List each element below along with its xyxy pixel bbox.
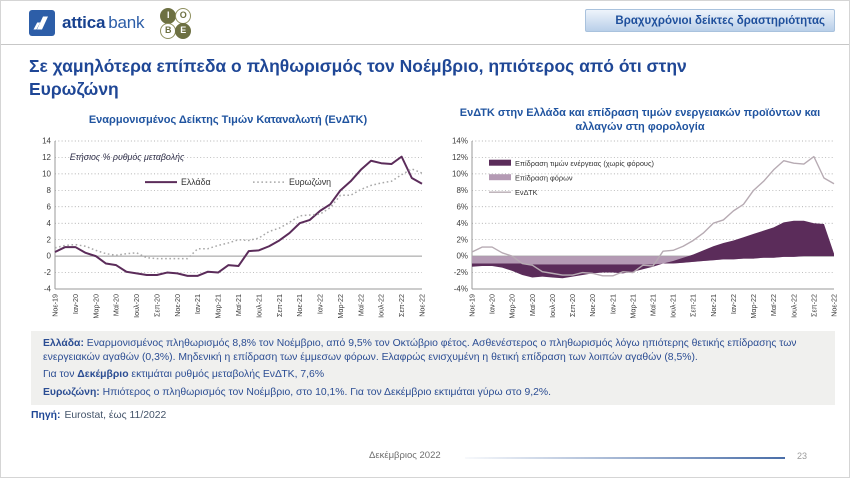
- source-line: [31, 410, 849, 421]
- svg-text:Ιουλ-22: Ιουλ-22: [789, 293, 799, 318]
- svg-text:Ιαν-20: Ιαν-20: [70, 293, 80, 314]
- right-chart-svg: [439, 135, 841, 325]
- iobe-circle-i: I: [160, 8, 176, 24]
- svg-text:4: 4: [46, 218, 51, 228]
- note-eurozone-label: Ευρωζώνη:: [43, 386, 100, 398]
- footer-date: Δεκέμβριος 2022: [369, 450, 441, 461]
- svg-text:0: 0: [46, 251, 51, 261]
- svg-text:-2%: -2%: [453, 267, 468, 277]
- page-title: Σε χαμηλότερα επίπεδα ο πληθωρισμός τον Νοέμβριο, ηπιότερος από ότι στην Ευρωζώνη: [29, 56, 687, 99]
- iobe-logo: [160, 8, 190, 38]
- svg-text:Σεπ-21: Σεπ-21: [274, 293, 284, 317]
- note-december-text: εκτιμάται ρυθμός μεταβολής ΕνΔΤΚ, 7,6%: [128, 369, 325, 381]
- svg-text:8%: 8%: [456, 185, 468, 195]
- source-label: Πηγή:: [31, 409, 61, 421]
- header-bar: [1, 1, 849, 45]
- svg-text:14%: 14%: [451, 136, 468, 146]
- svg-text:4%: 4%: [456, 218, 468, 228]
- svg-text:0%: 0%: [456, 251, 468, 261]
- attica-logo-icon: [29, 10, 55, 36]
- svg-text:Μαϊ-22: Μαϊ-22: [769, 293, 779, 316]
- svg-text:Νοε-22: Νοε-22: [829, 293, 839, 317]
- left-chart-annotation: Ετήσιος % ρυθμός μεταβολής: [69, 151, 185, 162]
- iobe-circle-o: O: [175, 8, 191, 24]
- svg-text:10%: 10%: [451, 168, 468, 178]
- note-december: [43, 368, 823, 382]
- svg-text:Ιουλ-21: Ιουλ-21: [254, 293, 264, 318]
- svg-text:2%: 2%: [456, 234, 468, 244]
- note-greece: [43, 337, 823, 366]
- svg-text:Νοε-19: Νοε-19: [50, 293, 60, 317]
- charts-row: [27, 107, 839, 325]
- note-eurozone: [43, 386, 823, 400]
- left-chart-svg: [27, 135, 429, 325]
- source-text: Eurostat, έως 11/2022: [64, 409, 167, 421]
- svg-text:Μαρ-20: Μαρ-20: [507, 293, 517, 319]
- page-number: 23: [796, 451, 807, 461]
- svg-text:Ιαν-21: Ιαν-21: [193, 293, 203, 314]
- svg-text:Νοε-22: Νοε-22: [417, 293, 427, 317]
- svg-text:Μαρ-22: Μαρ-22: [335, 293, 345, 319]
- commentary-box: [31, 331, 835, 405]
- svg-text:Ιαν-20: Ιαν-20: [487, 293, 497, 314]
- svg-text:10: 10: [42, 168, 51, 178]
- note-december-prefix: Για τον: [43, 369, 78, 381]
- svg-text:Σεπ-21: Σεπ-21: [688, 293, 698, 317]
- iobe-circle-b: B: [160, 23, 176, 39]
- figure-harmonized-cpi: [27, 107, 429, 325]
- svg-text:Ιαν-22: Ιαν-22: [728, 293, 738, 314]
- note-greece-text: Εναρμονισμένος πληθωρισμός 8,8% τον Νοέμβριο, από 9,5% τον Οκτώβριο φέτος. Ασθενέστερος ο πληθωρισμός λόγω ηπιότερης θετικής επίδρασης των ενεργειακών αγαθών (0,3%). Μηδενική η επίδραση των έμμεσων φόρων. Ελαφρώς ενισχυμένη η θετική επίδραση των λοιπών αγαθών (8,5%).: [43, 337, 797, 363]
- svg-text:Σεπ-22: Σεπ-22: [397, 293, 407, 317]
- svg-text:Νοε-20: Νοε-20: [172, 293, 182, 317]
- right-chart-title: ΕνΔΤΚ στην Ελλάδα και επίδραση τιμών ενεργειακών προϊόντων και αλλαγών στη φορολογία: [459, 107, 821, 133]
- svg-text:8: 8: [46, 185, 51, 195]
- svg-text:Νοε-20: Νοε-20: [588, 293, 598, 317]
- svg-text:Σεπ-22: Σεπ-22: [809, 293, 819, 317]
- attica-logo-text: [62, 13, 144, 33]
- svg-text:Ιουλ-21: Ιουλ-21: [668, 293, 678, 318]
- footer-divider-line: [465, 457, 785, 459]
- svg-text:Μαρ-20: Μαρ-20: [91, 293, 101, 319]
- svg-text:12: 12: [42, 152, 51, 162]
- svg-text:2: 2: [46, 234, 51, 244]
- section-badge: Βραχυχρόνιοι δείκτες δραστηριότητας: [585, 9, 835, 32]
- svg-text:Μαϊ-21: Μαϊ-21: [234, 293, 243, 316]
- svg-text:-4: -4: [43, 284, 51, 294]
- svg-text:Ιαν-21: Ιαν-21: [608, 293, 618, 314]
- svg-text:Μαρ-22: Μαρ-22: [749, 293, 759, 319]
- note-eurozone-text: Ηπιότερος ο πληθωρισμός τον Νοέμβριο, στο 10,1%. Για τον Δεκέμβριο εκτιμάται γύρω στο 9,2%.: [99, 386, 552, 398]
- svg-text:Ιουλ-20: Ιουλ-20: [132, 293, 142, 318]
- svg-text:Σεπ-20: Σεπ-20: [568, 293, 578, 317]
- svg-text:-4%: -4%: [453, 284, 468, 294]
- svg-text:12%: 12%: [451, 152, 468, 162]
- svg-text:Μαρ-21: Μαρ-21: [213, 293, 223, 319]
- svg-text:Ιουλ-20: Ιουλ-20: [547, 293, 557, 318]
- svg-text:Νοε-21: Νοε-21: [295, 293, 305, 317]
- svg-text:Μαϊ-22: Μαϊ-22: [356, 293, 366, 316]
- svg-text:Ιουλ-22: Ιουλ-22: [376, 293, 386, 318]
- footer: [1, 450, 849, 465]
- attica-logo-word-bold: attica: [62, 12, 106, 32]
- svg-text:6: 6: [46, 201, 51, 211]
- svg-text:Μαϊ-20: Μαϊ-20: [527, 293, 537, 316]
- svg-text:14: 14: [42, 136, 51, 146]
- attica-bank-logo: [29, 10, 144, 36]
- svg-text:Επίδραση φόρων: Επίδραση φόρων: [515, 173, 573, 182]
- svg-text:Μαρ-21: Μαρ-21: [628, 293, 638, 319]
- left-chart-title: Εναρμονισμένος Δείκτης Τιμών Καταναλωτή (ΕνΔΤΚ): [88, 113, 368, 126]
- note-greece-label: Ελλάδα:: [43, 337, 84, 349]
- svg-text:Νοε-21: Νοε-21: [708, 293, 718, 317]
- svg-text:Ελλάδα: Ελλάδα: [181, 176, 211, 187]
- svg-text:6%: 6%: [456, 201, 468, 211]
- figure-energy-tax-effects: [439, 107, 841, 325]
- note-december-label: Δεκέμβριο: [77, 369, 129, 381]
- svg-text:Ιαν-22: Ιαν-22: [315, 293, 325, 314]
- svg-text:Μαϊ-20: Μαϊ-20: [111, 293, 121, 316]
- svg-text:Σεπ-20: Σεπ-20: [152, 293, 162, 317]
- svg-text:Επίδραση τιμών ενέργειας (χωρί: Επίδραση τιμών ενέργειας (χωρίς φόρους): [515, 158, 654, 168]
- iobe-circle-e: E: [175, 23, 191, 39]
- svg-text:-2: -2: [43, 267, 51, 277]
- svg-text:ΕνΔΤΚ: ΕνΔΤΚ: [515, 187, 538, 197]
- attica-logo-word-light: bank: [108, 12, 145, 32]
- svg-text:Ευρωζώνη: Ευρωζώνη: [289, 176, 331, 187]
- svg-text:Μαϊ-21: Μαϊ-21: [648, 293, 658, 316]
- svg-text:Νοε-19: Νοε-19: [467, 293, 477, 317]
